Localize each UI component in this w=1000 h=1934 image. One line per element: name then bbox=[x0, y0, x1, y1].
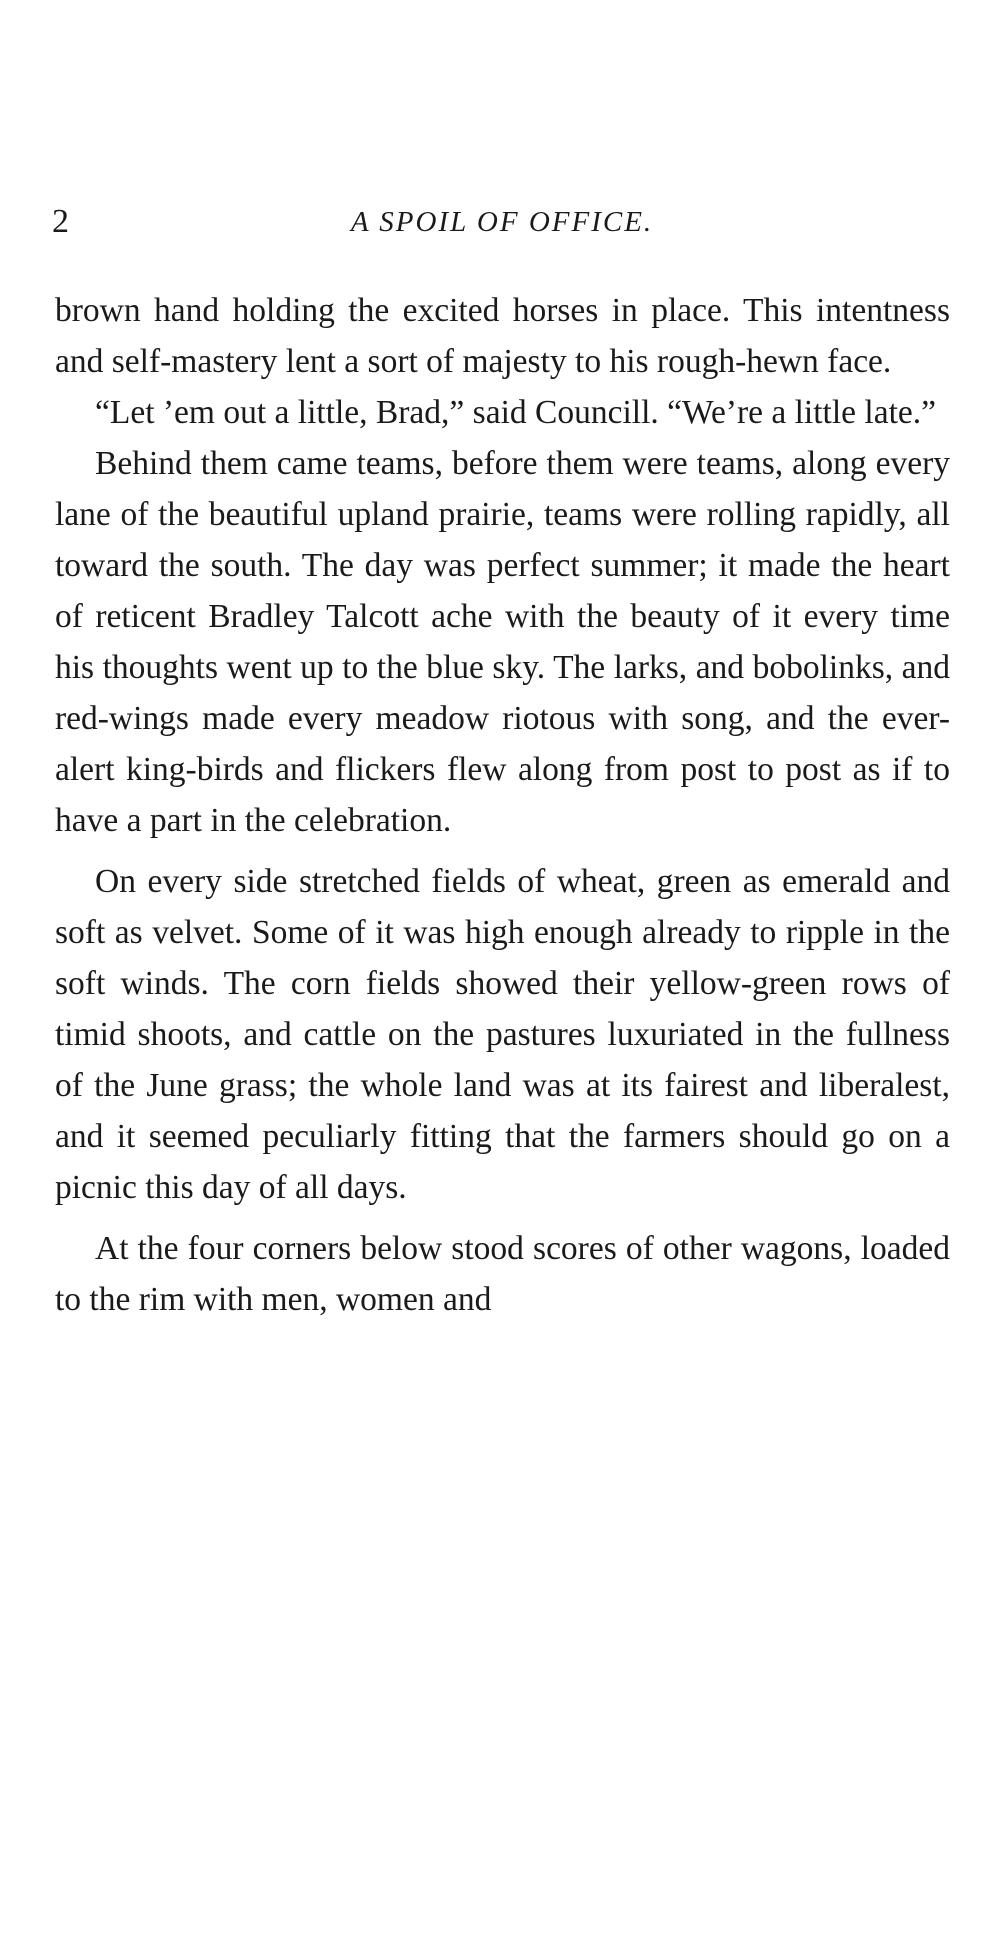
running-title: A SPOIL OF OFFICE. bbox=[350, 206, 654, 238]
paragraph: On every side stretched fields of wheat, green as emerald and soft as velvet. Some of it was high enough already to ripple in the soft winds. The corn fields showed their yellow-green rows of timid shoots, and cattle on the pastures luxuriated in the fullness of the June grass; the whole land was at its fairest and liberalest, and it seemed peculiarly fitting that the farmers should go on a picnic this day of all days. bbox=[55, 863, 950, 1206]
paragraph: At the four corners below stood scores of other wagons, loaded to the rim with men, women and bbox=[55, 1230, 950, 1318]
paragraph: “Let ’em out a little, Brad,” said Councill. “We’re a little late.” bbox=[95, 394, 936, 431]
page-number: 2 bbox=[52, 203, 69, 240]
paragraph: brown hand holding the excited horses in place. This intentness and self-mastery lent a sort of majesty to his rough-hewn face. bbox=[55, 292, 950, 380]
paragraph: Behind them came teams, before them were teams, along every lane of the beautiful upland prairie, teams were rolling rapidly, all toward the south. The day was perfect summer; it made the heart of reticent Bradley Talcott ache with the beauty of it every time his thoughts went up to the blue sky. The larks, and bobolinks, and red-wings made every meadow riotous with song, and the ever-alert king-birds and flickers flew along from post to post as if to have a part in the celebration. bbox=[55, 445, 950, 839]
page-header bbox=[52, 200, 952, 244]
body-text bbox=[55, 285, 950, 1325]
